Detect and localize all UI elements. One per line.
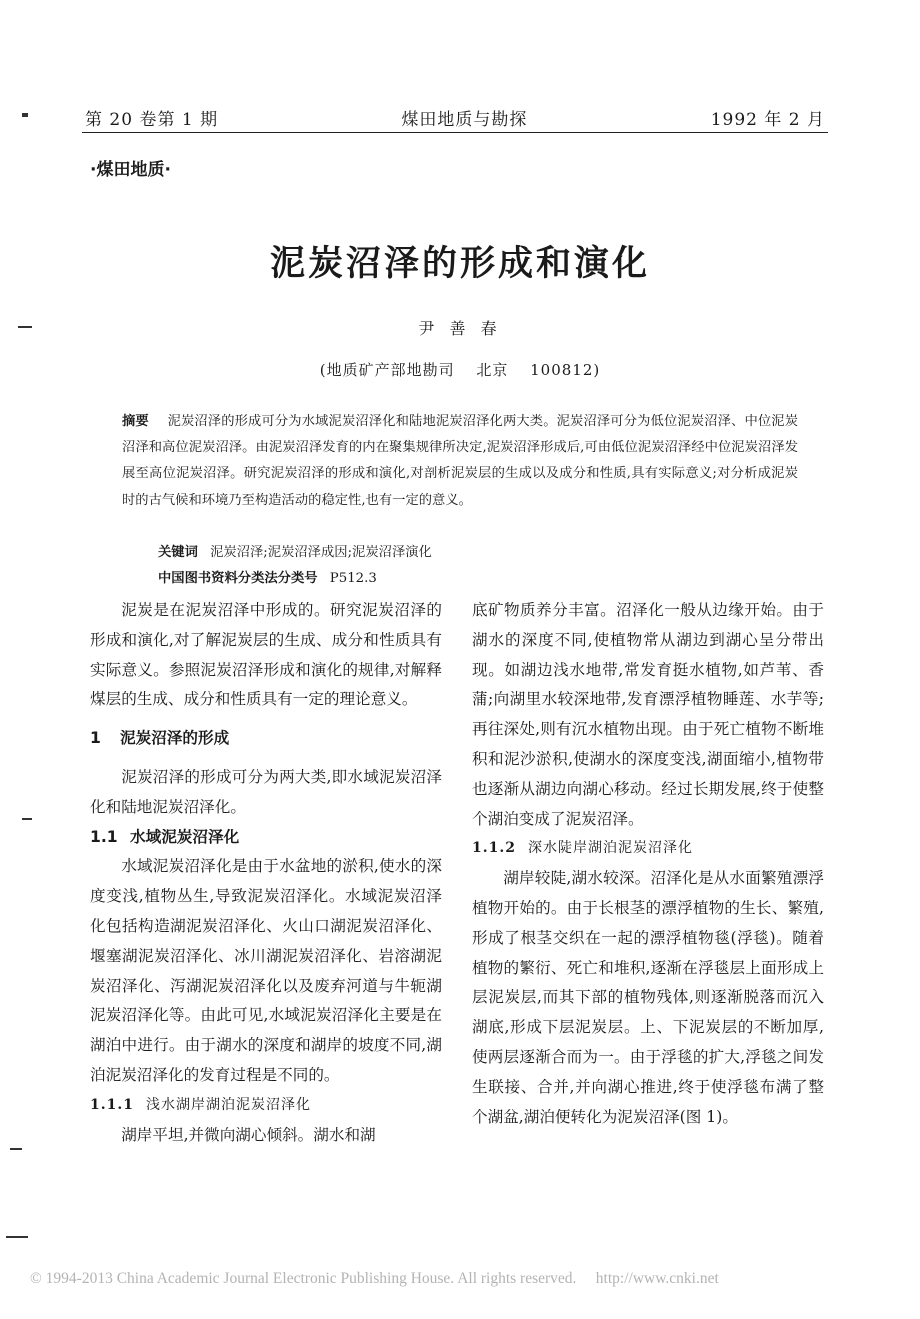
affiliation: (地质矿产部地勘司 北京 100812)	[319, 361, 601, 379]
paragraph: 泥炭是在泥炭沼泽中形成的。研究泥炭沼泽的形成和演化,对了解泥炭层的生成、成分和性质具有实际意义。参照泥炭沼泽形成和演化的规律,对解释煤层的生成、成分和性质具有一定的理论意义。	[90, 601, 442, 709]
paragraph: 水域泥炭沼泽化是由于水盆地的淤积,使水的深度变浅,植物丛生,导致泥炭沼泽化。水域泥炭沼泽化包括构造湖泥炭沼泽化、火山口湖泥炭沼泽化、堰塞湖泥炭沼泽化、冰川湖泥炭沼泽化、岩溶湖泥炭沼泽化、泻湖泥炭沼泽化以及废弃河道与牛轭湖泥炭沼泽化等。由此可见,水域泥炭沼泽化主要是在湖泊中进行。由于湖水的深度和湖岸的坡度不同,湖泊泥炭沼泽化的发育过程是不同的。	[90, 857, 442, 1084]
section-title: 水域泥炭沼泽化	[130, 827, 240, 846]
classification-label: 中国图书资料分类法分类号	[158, 571, 318, 586]
scan-mark	[6, 1236, 28, 1238]
classification	[158, 566, 377, 592]
keywords	[158, 540, 432, 566]
scan-mark	[22, 113, 28, 117]
paragraph: 湖岸较陡,湖水较深。沼泽化是从水面繁殖漂浮植物开始的。由于长根茎的漂浮植物的生长、繁殖,形成了根茎交织在一起的漂浮植物毯(浮毯)。随着植物的繁衍、死亡和堆积,逐渐在浮毯层上面形成上层泥炭层,而其下部的植物残体,则逐渐脱落而沉入湖底,形成下层泥炭层。上、下泥炭层的不断加厚,使两层逐渐合而为一。由于浮毯的扩大,浮毯之间发生联接、合并,并向湖心推进,终于使浮毯布满了整个湖盆,湖泊便转化为泥炭沼泽(图 1)。	[472, 869, 824, 1126]
abstract-label: 摘要	[122, 414, 149, 429]
scan-mark	[18, 326, 32, 328]
scan-mark	[22, 818, 32, 820]
subsubsection-heading	[90, 1091, 442, 1121]
section-number: 1.1.2	[472, 840, 516, 857]
abstract	[122, 409, 798, 514]
column-label: ·煤田地质·	[90, 160, 171, 180]
paragraph: 湖岸平坦,并微向湖心倾斜。湖水和湖	[121, 1125, 376, 1144]
section-title: 浅水湖岸湖泊泥炭沼泽化	[146, 1096, 311, 1113]
journal-name: 煤田地质与勘探	[401, 109, 528, 130]
classification-code: P512.3	[329, 571, 377, 586]
scan-mark	[10, 1148, 22, 1150]
paragraph: 底矿物质养分丰富。沼泽化一般从边缘开始。由于湖水的深度不同,使植物常从湖边到湖心呈分带出现。如湖边浅水地带,常发育挺水植物,如芦苇、香蒲;向湖里水较深地带,发育漂浮植物睡莲、水芋等;再往深处,则有沉水植物出现。由于死亡植物不断堆积和泥沙淤积,使湖水的深度变浅,湖面缩小,植物带也逐渐从湖边向湖心移动。经过长期发展,终于使整个湖泊变成了泥炭沼泽。	[472, 601, 824, 828]
author: 尹 善 春	[418, 319, 502, 338]
section-heading	[90, 724, 442, 754]
section-number: 1	[90, 729, 101, 748]
keywords-text: 泥炭沼泽;泥炭沼泽成因;泥炭沼泽演化	[210, 545, 432, 560]
subsubsection-heading	[472, 834, 824, 864]
section-number: 1.1.1	[90, 1096, 134, 1113]
publication-date: 1992 年 2 月	[710, 109, 825, 130]
header-rule	[82, 132, 828, 133]
article-title: 泥炭沼泽的形成和演化	[269, 244, 650, 284]
section-title: 泥炭沼泽的形成	[120, 729, 230, 748]
paragraph: 泥炭沼泽的形成可分为两大类,即水域泥炭沼泽化和陆地泥炭沼泽化。	[90, 767, 442, 816]
section-number: 1.1	[90, 827, 118, 846]
running-header	[85, 104, 825, 130]
subsection-heading	[90, 823, 442, 853]
copyright-footer: © 1994-2013 China Academic Journal Electronic Publishing House. All rights reserved. http://www.cnki.net	[30, 1270, 719, 1287]
body-column-left	[90, 596, 442, 1150]
abstract-text: 泥炭沼泽的形成可分为水域泥炭沼泽化和陆地泥炭沼泽化两大类。泥炭沼泽可分为低位泥炭沼泽、中位泥炭沼泽和高位泥炭沼泽。由泥炭沼泽发育的内在聚集规律所决定,泥炭沼泽形成后,可由低位泥炭沼泽经中位泥炭沼泽发展至高位泥炭沼泽。研究泥炭沼泽的形成和演化,对剖析泥炭层的生成以及成分和性质,具有实际意义;对分析成泥炭时的古气候和环境乃至构造活动的稳定性,也有一定的意义。	[122, 414, 799, 508]
keywords-label: 关键词	[158, 545, 198, 560]
volume-issue: 第 20 卷第 1 期	[85, 109, 219, 130]
section-title: 深水陡岸湖泊泥炭沼泽化	[528, 840, 693, 857]
body-column-right	[472, 596, 824, 1132]
